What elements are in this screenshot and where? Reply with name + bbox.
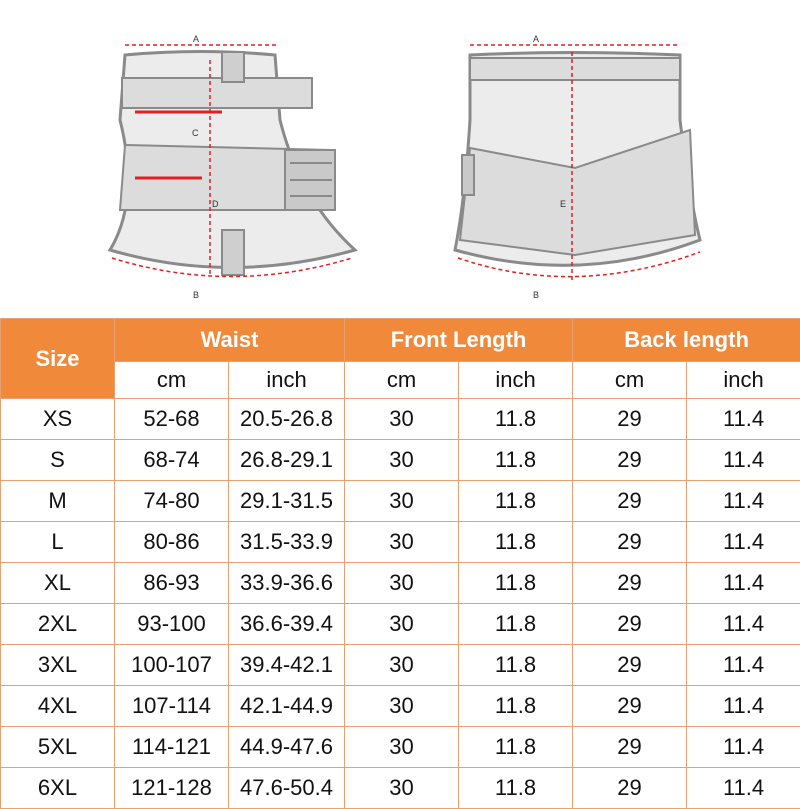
table-cell: 29 (573, 522, 687, 563)
back-view (455, 34, 700, 300)
size-chart-table (0, 318, 800, 809)
unit-cell: inch (229, 362, 345, 399)
table-cell: 86-93 (115, 563, 229, 604)
table-cell: 11.4 (687, 563, 800, 604)
table-row (1, 645, 800, 686)
table-cell: 30 (345, 399, 459, 440)
size-cell: L (1, 522, 115, 563)
table-cell: 20.5-26.8 (229, 399, 345, 440)
table-cell: 29 (573, 727, 687, 768)
table-cell: 52-68 (115, 399, 229, 440)
front-label-d: D (212, 199, 219, 209)
size-cell: 5XL (1, 727, 115, 768)
table-cell: 29 (573, 440, 687, 481)
table-cell: 29.1-31.5 (229, 481, 345, 522)
table-row (1, 686, 800, 727)
unit-cell: inch (687, 362, 800, 399)
size-table-body (1, 399, 800, 809)
table-cell: 29 (573, 645, 687, 686)
table-cell: 29 (573, 563, 687, 604)
table-cell: 11.8 (459, 481, 573, 522)
header-row (1, 319, 800, 362)
table-cell: 42.1-44.9 (229, 686, 345, 727)
table-cell: 11.4 (687, 481, 800, 522)
table-cell: 30 (345, 481, 459, 522)
back-label-e: E (560, 199, 566, 209)
table-row (1, 604, 800, 645)
table-cell: 11.4 (687, 604, 800, 645)
unit-cell: cm (345, 362, 459, 399)
unit-row (1, 362, 800, 399)
table-row (1, 727, 800, 768)
table-cell: 11.4 (687, 768, 800, 809)
table-cell: 11.4 (687, 399, 800, 440)
size-cell: M (1, 481, 115, 522)
size-cell: 6XL (1, 768, 115, 809)
back-label-b: B (533, 290, 539, 300)
table-row (1, 522, 800, 563)
unit-cell: inch (459, 362, 573, 399)
table-row (1, 399, 800, 440)
table-cell: 31.5-33.9 (229, 522, 345, 563)
size-cell: XL (1, 563, 115, 604)
table-cell: 11.8 (459, 604, 573, 645)
table-cell: 11.4 (687, 440, 800, 481)
table-cell: 30 (345, 686, 459, 727)
table-cell: 80-86 (115, 522, 229, 563)
front-view (110, 34, 355, 300)
table-cell: 29 (573, 686, 687, 727)
size-header: Size (1, 319, 115, 399)
table-cell: 29 (573, 768, 687, 809)
front-length-header: Front Length (345, 319, 573, 362)
table-cell: 29 (573, 399, 687, 440)
front-label-a: A (193, 34, 199, 44)
table-cell: 39.4-42.1 (229, 645, 345, 686)
table-cell: 11.8 (459, 440, 573, 481)
back-label-a: A (533, 34, 539, 44)
table-cell: 11.4 (687, 522, 800, 563)
front-label-b: B (193, 290, 199, 300)
table-cell: 11.8 (459, 727, 573, 768)
table-cell: 26.8-29.1 (229, 440, 345, 481)
table-cell: 30 (345, 604, 459, 645)
front-label-c: C (192, 128, 199, 138)
table-cell: 30 (345, 727, 459, 768)
table-row (1, 481, 800, 522)
size-cell: 4XL (1, 686, 115, 727)
waist-trainer-illustration (0, 0, 800, 318)
unit-cell: cm (573, 362, 687, 399)
table-cell: 11.8 (459, 686, 573, 727)
table-cell: 11.4 (687, 686, 800, 727)
table-cell: 30 (345, 563, 459, 604)
table-cell: 29 (573, 604, 687, 645)
size-cell: XS (1, 399, 115, 440)
product-diagram (0, 0, 800, 318)
table-row (1, 768, 800, 809)
size-cell: 3XL (1, 645, 115, 686)
table-cell: 114-121 (115, 727, 229, 768)
table-cell: 11.8 (459, 645, 573, 686)
table-cell: 30 (345, 440, 459, 481)
table-cell: 74-80 (115, 481, 229, 522)
table-cell: 11.8 (459, 563, 573, 604)
table-cell: 33.9-36.6 (229, 563, 345, 604)
table-cell: 30 (345, 645, 459, 686)
table-cell: 107-114 (115, 686, 229, 727)
table-cell: 121-128 (115, 768, 229, 809)
table-cell: 11.4 (687, 727, 800, 768)
waist-header: Waist (115, 319, 345, 362)
table-cell: 30 (345, 522, 459, 563)
table-row (1, 440, 800, 481)
table-cell: 30 (345, 768, 459, 809)
table-cell: 29 (573, 481, 687, 522)
table-cell: 93-100 (115, 604, 229, 645)
table-cell: 11.8 (459, 768, 573, 809)
table-cell: 36.6-39.4 (229, 604, 345, 645)
table-row (1, 563, 800, 604)
size-cell: 2XL (1, 604, 115, 645)
unit-cell: cm (115, 362, 229, 399)
table-cell: 11.8 (459, 399, 573, 440)
table-cell: 47.6-50.4 (229, 768, 345, 809)
table-cell: 100-107 (115, 645, 229, 686)
size-cell: S (1, 440, 115, 481)
table-cell: 11.4 (687, 645, 800, 686)
table-cell: 44.9-47.6 (229, 727, 345, 768)
table-cell: 68-74 (115, 440, 229, 481)
table-cell: 11.8 (459, 522, 573, 563)
back-length-header: Back length (573, 319, 800, 362)
